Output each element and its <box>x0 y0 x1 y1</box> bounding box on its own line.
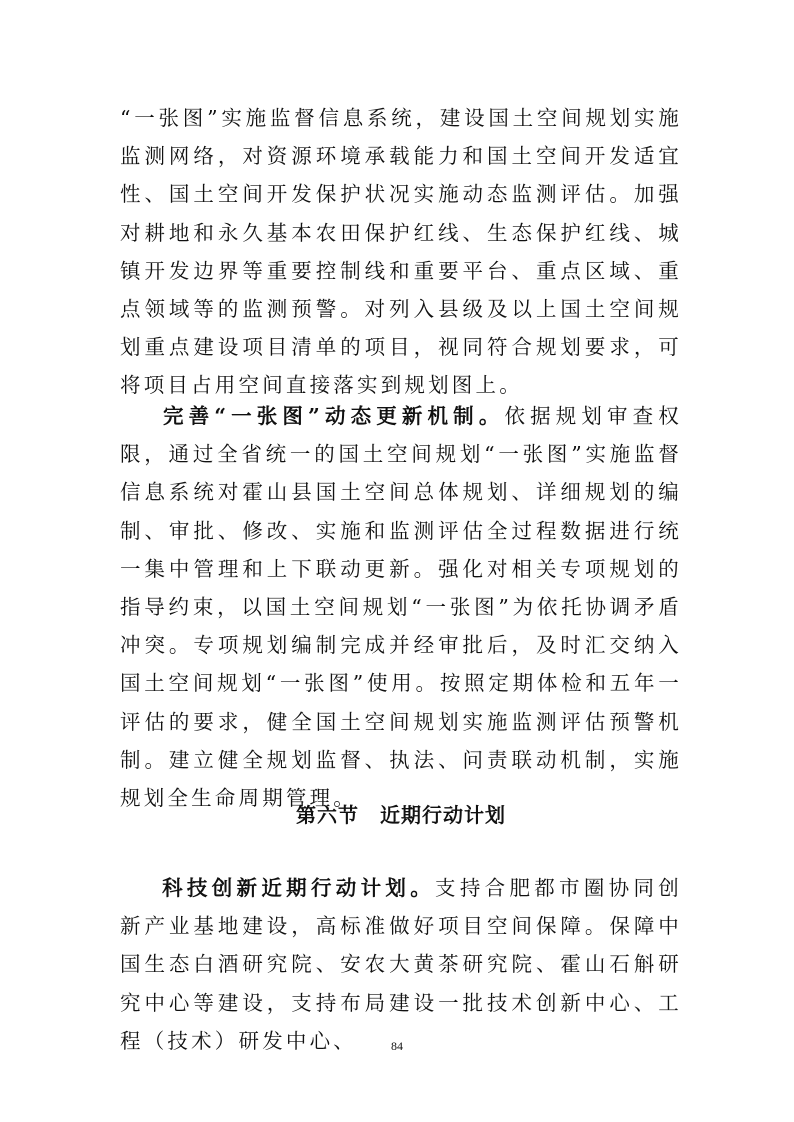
paragraph-text: 支持合肥都市圈协同创新产业基地建设，高标准做好项目空间保障。保障中国生态白酒研究院、安农大黄茶研究院、霍山石斛研究中心等建设，支持布局建设一批技术创新中心、工程（技术）研发中心、 <box>120 876 682 1053</box>
body-paragraph <box>120 397 682 817</box>
body-paragraph <box>120 869 682 1060</box>
paragraph-lead-heading: 科技创新近期行动计划。 <box>161 876 436 900</box>
paragraph-text: 依据规划审查权限，通过全省统一的国土空间规划“一张图”实施监督信息系统对霍山县国土空间总体规划、详细规划的编制、审批、修改、实施和监测评估全过程数据进行统一集中管理和上下联动更新。强化对相关专项规划的指导约束，以国土空间规划“一张图”为依托协调矛盾冲突。专项规划编制完成并经审批后，及时汇交纳入国土空间规划“一张图”使用。按照定期体检和五年一评估的要求，健全国土空间规划实施监测评估预警机制。建立健全规划监督、执法、问责联动机制，实施规划全生命周期管理。 <box>120 404 682 811</box>
paragraph-text: “一张图”实施监督信息系统，建设国土空间规划实施监测网络，对资源环境承载能力和国土空间开发适宜性、国土空间开发保护状况实施动态监测评估。加强对耕地和永久基本农田保护红线、生态保护红线、城镇开发边界等重要控制线和重要平台、重点区域、重点领域等的监测预警。对列入县级及以上国土空间规划重点建设项目清单的项目，视同符合规划要求，可将项目占用空间直接落实到规划图上。 <box>120 106 682 398</box>
body-paragraph <box>120 99 682 405</box>
section-title: 第六节 近期行动计划 <box>296 803 506 827</box>
page-number: 84 <box>391 1039 403 1053</box>
paragraph-lead-heading: 完善“一张图”动态更新机制。 <box>161 404 505 428</box>
